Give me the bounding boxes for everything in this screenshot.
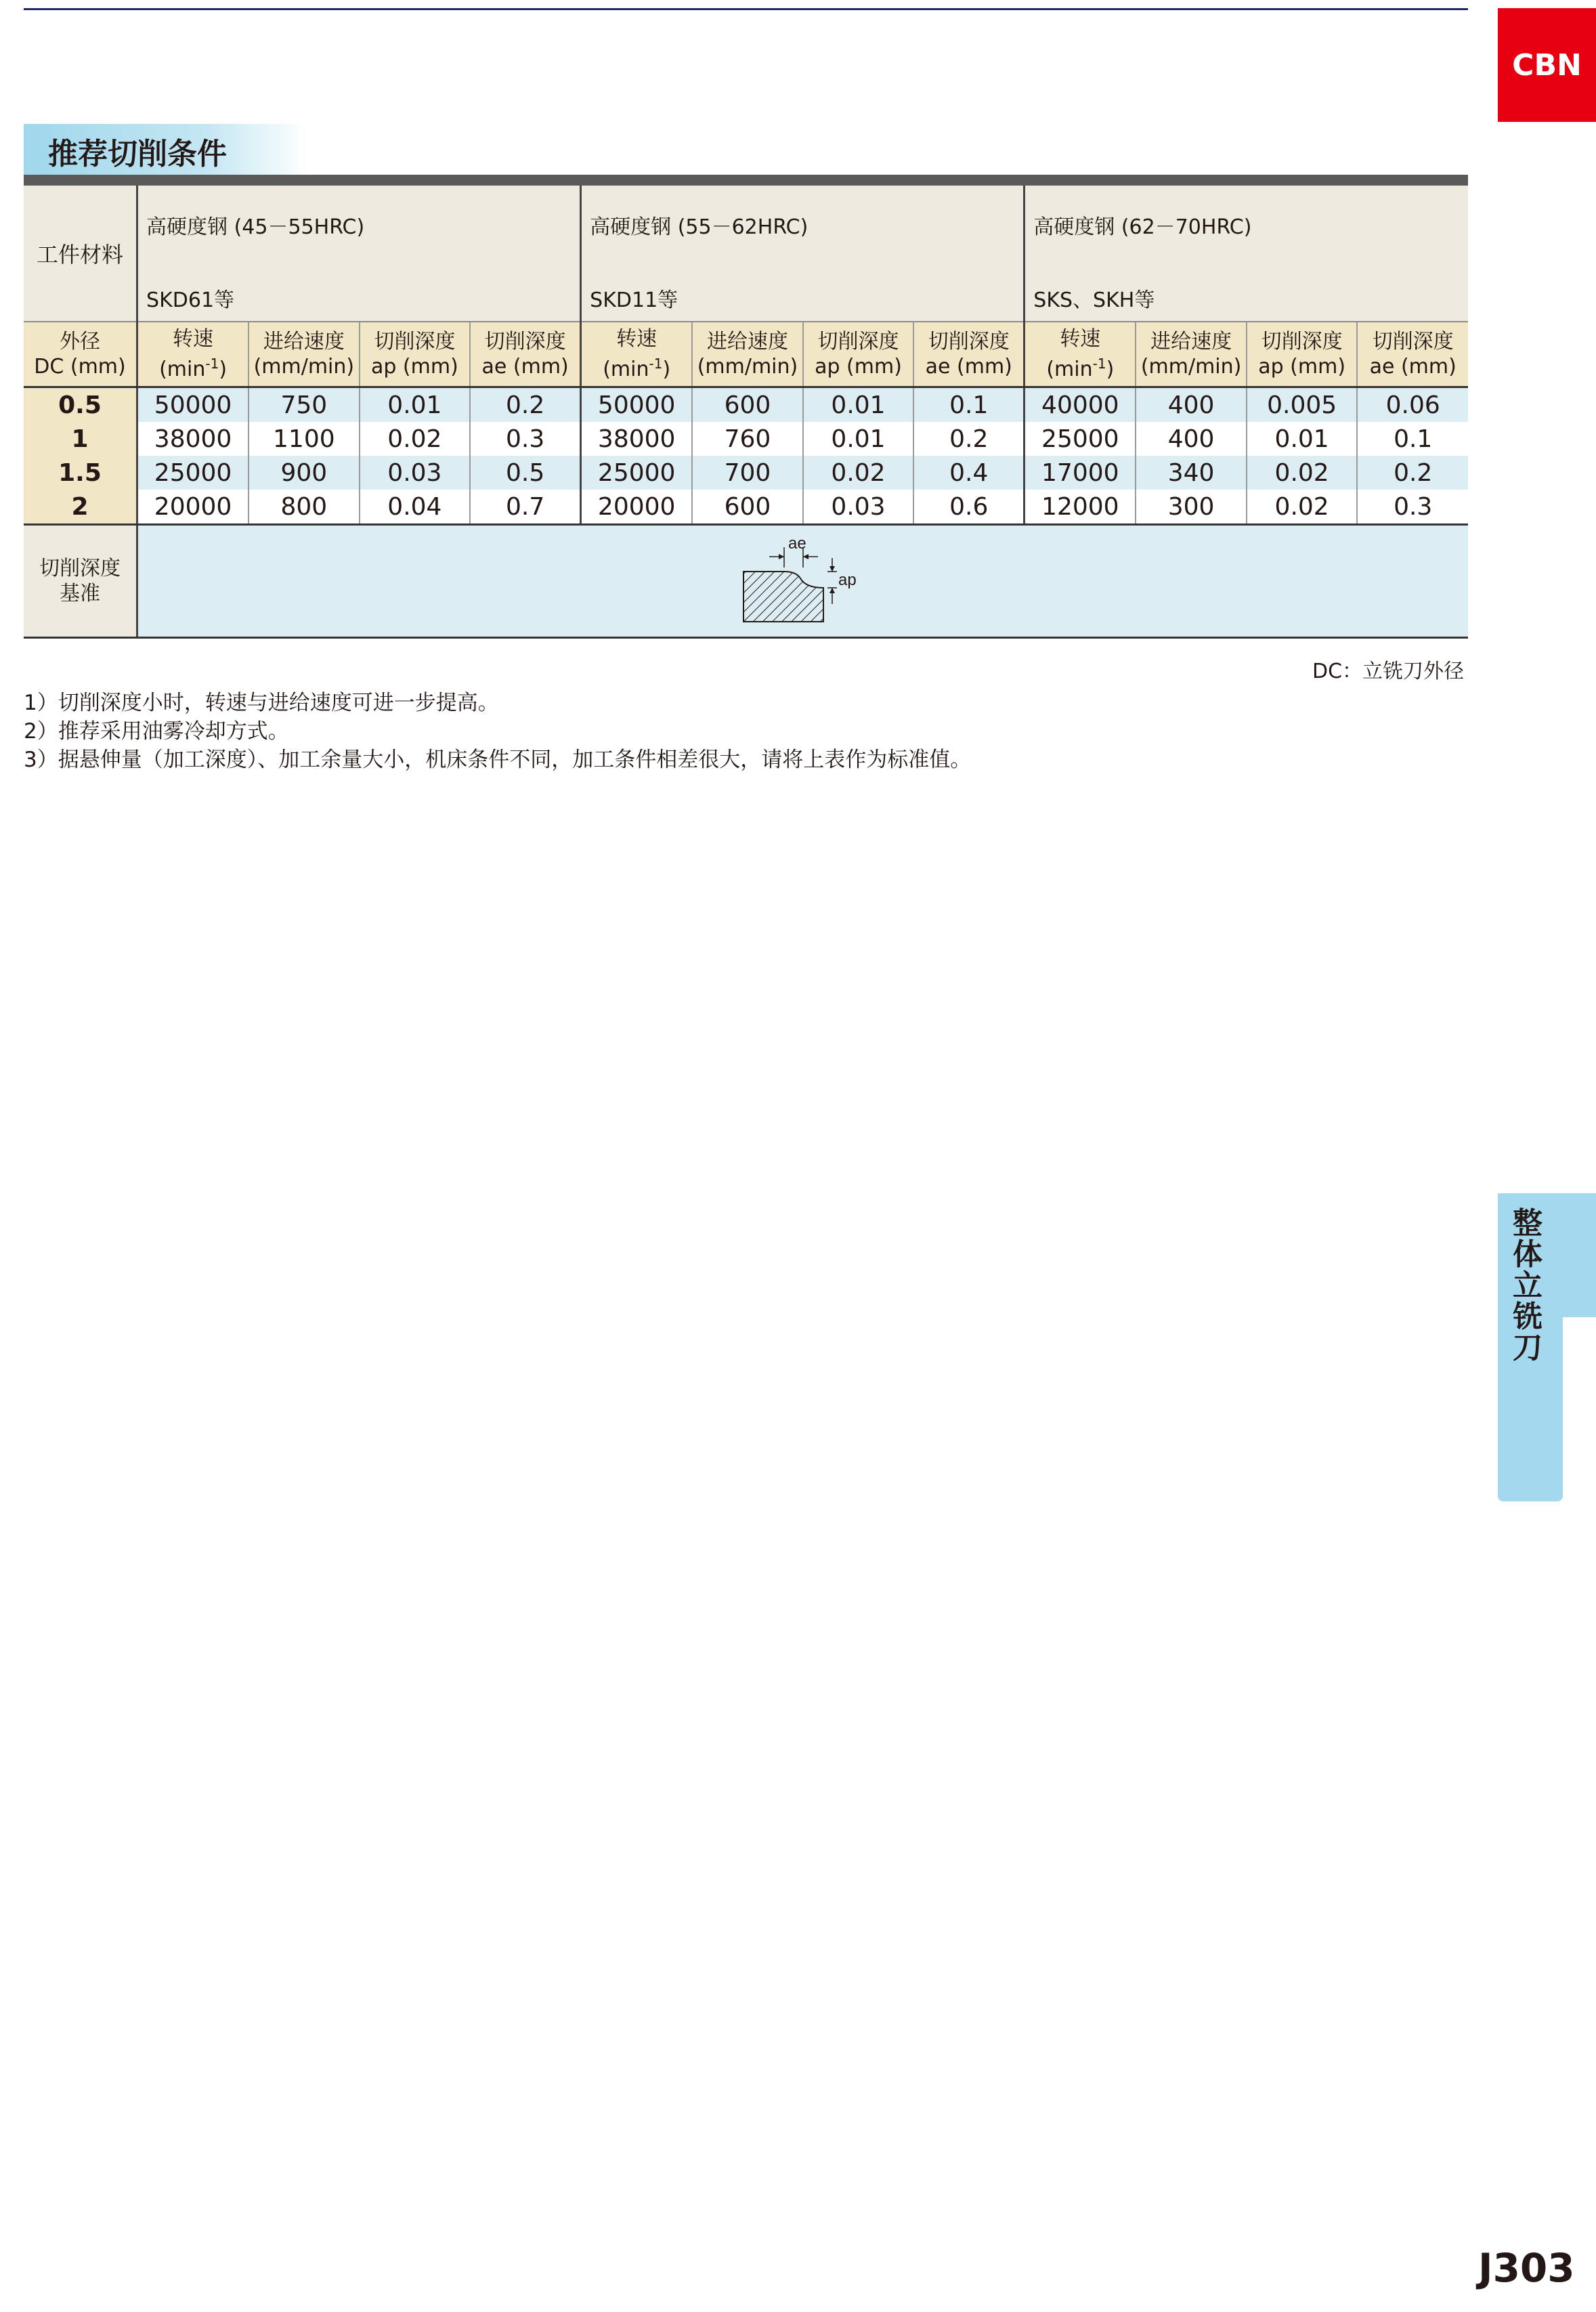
material-name: 高硬度钢 (55－62HRC) <box>590 215 808 239</box>
table-cell: 0.6 <box>913 490 1025 525</box>
table-cell: 20000 <box>137 490 249 525</box>
table-cell: 600 <box>692 387 803 423</box>
table-cell: 38000 <box>581 422 693 456</box>
column-header-line2: $(\min^{-1})$ <box>159 356 228 381</box>
notes <box>24 689 971 774</box>
table-cell: 0.2 <box>470 387 581 423</box>
table-cell: 38000 <box>137 422 249 456</box>
column-header-line2: (mm/min) <box>253 355 355 379</box>
column-header <box>913 322 1025 387</box>
column-header-line2: $(\min^{-1})$ <box>603 356 671 381</box>
material-label: 工件材料 <box>24 186 137 322</box>
table-cell: 0.1 <box>913 387 1025 423</box>
table-cell: 20000 <box>581 490 693 525</box>
table-cell: 0.03 <box>803 490 914 525</box>
column-header-line1: 切削深度 <box>817 330 899 354</box>
column-header <box>803 322 914 387</box>
column-header-line1: 切削深度 <box>928 330 1010 354</box>
column-header-line1: 切削深度 <box>374 330 456 354</box>
table-cell: 750 <box>249 387 360 423</box>
table-cell: 12000 <box>1025 490 1136 525</box>
side-tab <box>1498 1193 1596 1501</box>
page-number: J303 <box>1478 2245 1575 2291</box>
table-cell: 0.01 <box>360 387 471 423</box>
table-top-bar <box>24 175 1468 186</box>
dc-value: 0.5 <box>24 387 137 423</box>
table-cell: 0.005 <box>1247 387 1358 423</box>
material-row <box>24 186 1468 322</box>
table-cell: 340 <box>1136 456 1247 490</box>
column-header-line1: 切削深度 <box>1261 330 1343 354</box>
column-header-line2: ae (mm) <box>925 355 1012 379</box>
depth-reference-label <box>24 525 137 637</box>
table-cell: 17000 <box>1025 456 1136 490</box>
table-row <box>24 490 1468 525</box>
table-cell: 0.03 <box>360 456 471 490</box>
cutting-conditions-table <box>24 175 1468 639</box>
note-item: 2）推荐采用油雾冷却方式。 <box>24 719 289 744</box>
material-group-3 <box>1025 186 1468 322</box>
column-header-line2: ap (mm) <box>815 355 902 379</box>
section-title-bar <box>24 124 308 177</box>
material-example: SKD61等 <box>146 288 235 312</box>
depth-label-line1: 切削深度 <box>39 557 121 580</box>
table-cell: 400 <box>1136 422 1247 456</box>
depth-label-line2: 基准 <box>60 582 101 605</box>
column-header-line2: (mm/min) <box>697 355 798 379</box>
column-header <box>1136 322 1247 387</box>
column-header-line1: 转速 <box>1060 327 1101 351</box>
material-group-2 <box>581 186 1025 322</box>
dc-note: DC：立铣刀外径 <box>1312 660 1465 683</box>
material-name: 高硬度钢 (62－70HRC) <box>1033 215 1252 239</box>
material-name: 高硬度钢 (45－55HRC) <box>146 215 365 239</box>
cutting-depth-diagram <box>735 534 871 628</box>
table-cell: 0.7 <box>470 490 581 525</box>
table-cell: 0.02 <box>1247 490 1358 525</box>
table-cell: 0.04 <box>360 490 471 525</box>
column-header-line2: (mm/min) <box>1140 355 1242 379</box>
table-cell: 300 <box>1136 490 1247 525</box>
column-header <box>249 322 360 387</box>
table-bottom-rule <box>24 637 1468 639</box>
dc-header <box>24 322 137 387</box>
table-row <box>24 456 1468 490</box>
column-header-line1: 进给速度 <box>263 330 345 354</box>
table-cell: 600 <box>692 490 803 525</box>
side-tab-label: 整体立铣刀 <box>1513 1206 1543 1365</box>
dc-value: 1.5 <box>24 456 137 490</box>
column-header <box>360 322 471 387</box>
table-cell: 50000 <box>137 387 249 423</box>
table-cell: 0.4 <box>913 456 1025 490</box>
note-item: 3）据悬伸量（加工深度）、加工余量大小，机床条件不同，加工条件相差很大，请将上表作为标准值。 <box>24 748 972 772</box>
table-cell: 0.2 <box>913 422 1025 456</box>
table-cell: 0.01 <box>803 387 914 423</box>
table-body <box>24 387 1468 525</box>
depth-diagram-cell <box>137 525 1468 637</box>
table-row <box>24 422 1468 456</box>
column-header <box>692 322 803 387</box>
table-cell: 800 <box>249 490 360 525</box>
table-cell: 700 <box>692 456 803 490</box>
column-header-line1: 转速 <box>616 327 657 351</box>
table-cell: 25000 <box>581 456 693 490</box>
dc-value: 1 <box>24 422 137 456</box>
note-item: 1）切削深度小时，转速与进给速度可进一步提高。 <box>24 691 499 715</box>
column-header-line1: 进给速度 <box>706 330 788 354</box>
column-header-line2: ae (mm) <box>1369 355 1457 379</box>
column-header-row <box>24 322 1468 387</box>
column-header-line2: ap (mm) <box>1258 355 1346 379</box>
column-header <box>1357 322 1468 387</box>
material-group-1 <box>137 186 581 322</box>
table-cell: 0.02 <box>360 422 471 456</box>
depth-reference-row <box>24 525 1468 637</box>
table-cell: 50000 <box>581 387 693 423</box>
table-cell: 0.02 <box>1247 456 1358 490</box>
section-title: 推荐切削条件 <box>48 137 227 171</box>
table-cell: 760 <box>692 422 803 456</box>
ae-label: ae <box>788 534 806 553</box>
column-header-line1: 进给速度 <box>1150 330 1232 354</box>
column-header-line1: 转速 <box>173 327 214 351</box>
table-cell: 0.01 <box>803 422 914 456</box>
cbn-tab: CBN <box>1498 8 1596 122</box>
column-header <box>1247 322 1358 387</box>
material-example: SKS、SKH等 <box>1033 288 1155 312</box>
column-header <box>1025 322 1136 387</box>
table-cell: 1100 <box>249 422 360 456</box>
table-cell: 0.06 <box>1357 387 1468 423</box>
table-cell: 0.3 <box>1357 490 1468 525</box>
table-cell: 0.01 <box>1247 422 1358 456</box>
table-cell: 400 <box>1136 387 1247 423</box>
table-cell: 40000 <box>1025 387 1136 423</box>
table-cell: 0.2 <box>1357 456 1468 490</box>
table-cell: 0.02 <box>803 456 914 490</box>
dc-value: 2 <box>24 490 137 525</box>
ap-label: ap <box>838 571 857 589</box>
column-header-line2: ae (mm) <box>481 355 569 379</box>
column-header-line1: 切削深度 <box>1372 330 1454 354</box>
table-cell: 900 <box>249 456 360 490</box>
dc-header-line1: 外径 <box>60 330 101 354</box>
column-header-line2: ap (mm) <box>370 355 458 379</box>
column-header-line2: $(\min^{-1})$ <box>1046 356 1115 381</box>
column-header <box>137 322 249 387</box>
table-cell: 25000 <box>1025 422 1136 456</box>
top-rule <box>24 8 1468 10</box>
table-cell: 0.5 <box>470 456 581 490</box>
column-header-line1: 切削深度 <box>484 330 566 354</box>
column-header <box>581 322 693 387</box>
table-row <box>24 387 1468 423</box>
dc-header-line2: DC (mm) <box>34 355 126 379</box>
material-example: SKD11等 <box>590 288 678 312</box>
column-header <box>470 322 581 387</box>
table-cell: 25000 <box>137 456 249 490</box>
table-cell: 0.3 <box>470 422 581 456</box>
table-cell: 0.1 <box>1357 422 1468 456</box>
